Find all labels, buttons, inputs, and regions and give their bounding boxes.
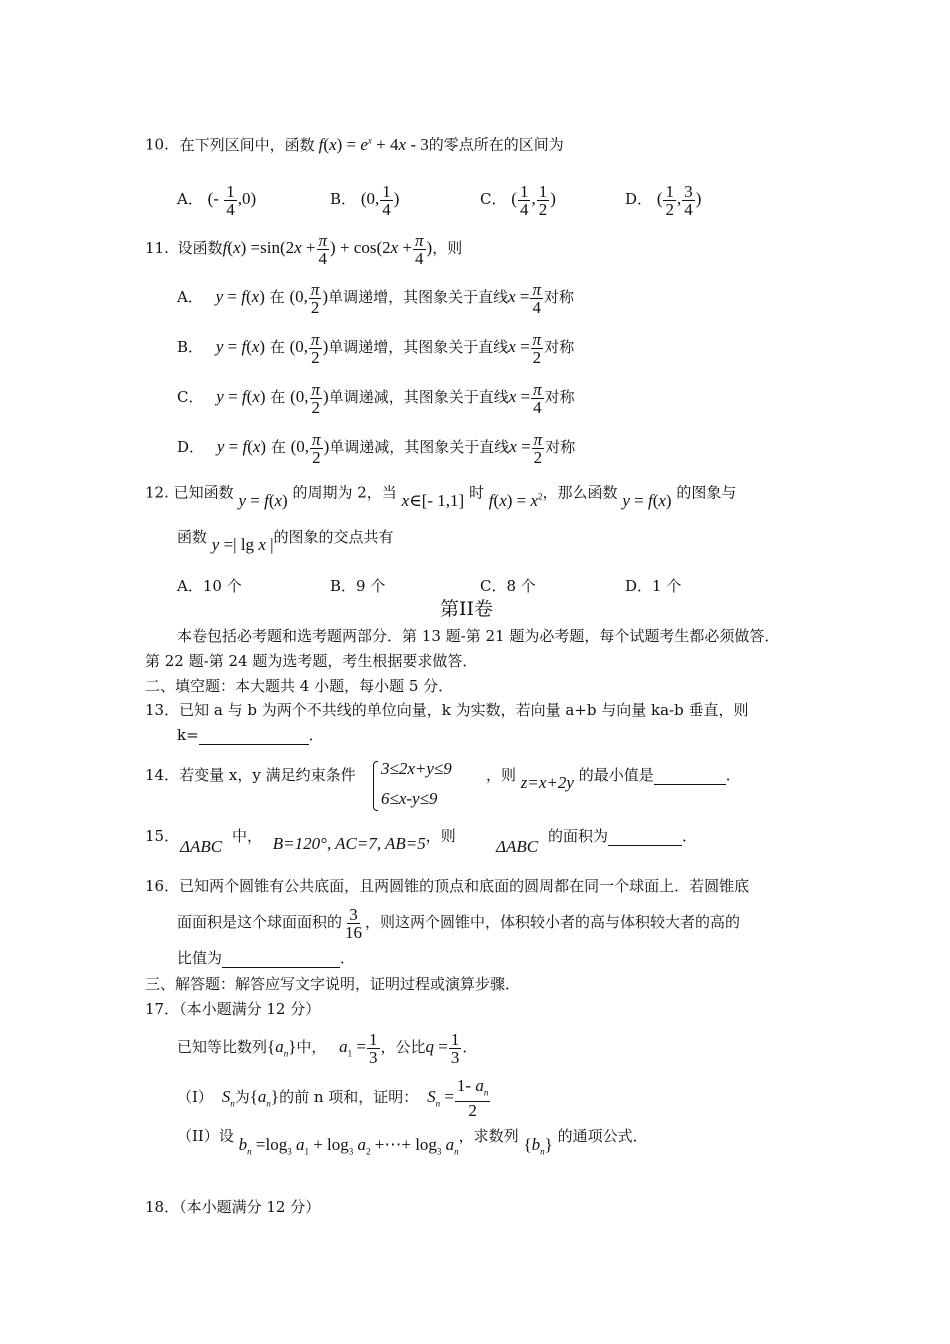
q10-formula: $f(x) = e^x + 4x - 3$ — [318, 134, 429, 154]
q17-part1: （I） $S_n$为$\{a_n\}$的前 n 项和，证明： $S_n$ = $\frac{1- a_n}{2}$ — [177, 1076, 489, 1121]
q10-option-d[interactable]: D． ( $\frac{1}{2}$ , $\frac{3}{4}$ ) — [625, 181, 702, 219]
q11-option-b[interactable]: B． y = f(x) 在 (0, $\frac{\pi}{2}$ )单调递增，其图象关于直线x = $\frac{\pi}{2}$ 对称 — [177, 329, 575, 367]
q16-line3: 比值为 ． — [177, 949, 356, 967]
part2-title: 第II卷 — [440, 598, 494, 620]
q17-title: 17．（本小题满分 12 分） — [145, 1000, 321, 1018]
q13-line1: 13．已知 a 与 b 为两个不共线的单位向量，k 为实数，若向量 a+b 与向量 ka-b 垂直，则 — [145, 701, 749, 719]
q15-body: 中， B=120°, AC=7, AB=5，则 — [232, 827, 456, 853]
q11-formula: f(x) =sin(2x + $\frac{\pi}{4}$ ) + cos(2x + $\frac{\pi}{4}$ ) — [222, 230, 433, 268]
q15-answer-blank[interactable] — [608, 829, 682, 846]
question-number: 16． — [145, 877, 180, 895]
q15-triangle-2: ΔABC — [496, 837, 539, 856]
q14-answer-blank[interactable] — [654, 768, 726, 785]
q12-stem-line2: 函数 y =| lg x |的图象的交点共有 — [177, 528, 394, 554]
question-number: 14． — [145, 766, 180, 784]
answer-heading: 三、解答题：解答应写文字说明，证明过程或演算步骤． — [145, 975, 521, 993]
q15-area: 的面积为 ． — [548, 827, 698, 845]
q10-option-a[interactable]: A． (- $\frac{1}{4}$ ,0) — [177, 181, 257, 219]
q11-option-c[interactable]: C． y = f(x) 在 (0, $\frac{\pi}{2}$ )单调递减，其图象关于直线x = $\frac{\pi}{4}$ 对称 — [177, 379, 575, 417]
q14-objective: ，则 z=x+2y 的最小值是 ． — [486, 766, 741, 792]
q15-triangle-1: ΔABC — [180, 837, 223, 856]
q12-option-a[interactable]: A．10 个 — [177, 577, 242, 595]
q17-part2: （II）设 $b_n =\log_3$ $a_1 + \log_3 a_2$ +⋯+ $\log_3 a_n$，求数列 $\{b_n\}$ 的通项公式． — [177, 1127, 648, 1157]
q13-line2: k= ． — [177, 726, 324, 744]
q16-line1: 16．已知两个圆锥有公共底面，且两圆锥的顶点和底面的圆周都在同一个球面上．若圆锥底 — [145, 877, 750, 895]
q10-text-post: 的零点所在的区间为 — [428, 135, 564, 154]
q17-given: 已知等比数列$\{a_n\}$中， $a_1$ = $\frac{1}{3}$ ，公比q = $\frac{1}{3}$ ． — [177, 1029, 478, 1067]
q13-answer-blank[interactable] — [199, 728, 309, 745]
part2-intro-1: 本卷包括必考题和选考题两部分．第 13 题-第 21 题为必考题，每个试题考生都必须做答． — [177, 627, 780, 645]
question-number: 17． — [145, 1000, 180, 1018]
q10-stem — [145, 130, 564, 155]
q14-brace — [373, 761, 378, 811]
q15-stem — [145, 826, 179, 846]
question-number: 18． — [145, 1198, 180, 1216]
question-number: 13． — [145, 701, 180, 719]
q12-option-b[interactable]: B．9 个 — [330, 577, 386, 595]
question-number: 10. — [145, 135, 169, 154]
q10-text-pre: 在下列区间中，函数 — [179, 135, 315, 154]
q11-option-d[interactable]: D． y = f(x) 在 (0, $\frac{\pi}{2}$ )单调递减，其图象关于直线x = $\frac{\pi}{2}$ 对称 — [177, 429, 576, 467]
q10-option-c[interactable]: C． ( $\frac{1}{4}$ , $\frac{1}{2}$ ) — [480, 181, 556, 219]
q16-line2: 面面积是这个球面面积的 $\frac{3}{16}$ ，则这两个圆锥中，体积较小者的高与体积较大者的高的 — [177, 904, 741, 942]
q16-answer-blank[interactable] — [222, 951, 340, 968]
question-number: 12. — [145, 483, 169, 502]
question-number: 15． — [145, 827, 180, 845]
q10-option-b[interactable]: B． (0, $\frac{1}{4}$ ) — [330, 181, 400, 219]
q11-option-a[interactable]: A． y = f(x) 在 (0, $\frac{\pi}{2}$ )单调递增，其图象关于直线x = $\frac{\pi}{4}$ 对称 — [177, 279, 575, 317]
fill-in-heading: 二、填空题：本大题共 4 小题，每小题 5 分． — [145, 677, 454, 695]
question-number: 11. — [145, 239, 169, 257]
q14-stem: 14．若变量 x，y 满足约束条件 — [145, 766, 356, 784]
q12-option-c[interactable]: C．8 个 — [480, 577, 536, 595]
q12-stem-line1: 12. 已知函数 y = f(x) 的周期为 2，当 x∈[- 1,1] 时 $f(x) = x^2$，那么函数 y = f(x) 的图象与 — [145, 483, 737, 510]
part2-intro-2: 第 22 题-第 24 题为选考题，考生根据要求做答． — [145, 652, 478, 670]
q11-stem: 11. 设函数f(x) =sin(2x + $\frac{\pi}{4}$ ) + cos(2x + $\frac{\pi}{4}$ )，则 — [145, 230, 463, 268]
q12-option-d[interactable]: D．1 个 — [625, 577, 682, 595]
q14-constraint-2: 6≤x-y≤9 — [381, 789, 438, 808]
q14-constraint-1: 3≤2x+y≤9 — [381, 759, 452, 778]
q18-title: 18．（本小题满分 12 分） — [145, 1198, 321, 1216]
